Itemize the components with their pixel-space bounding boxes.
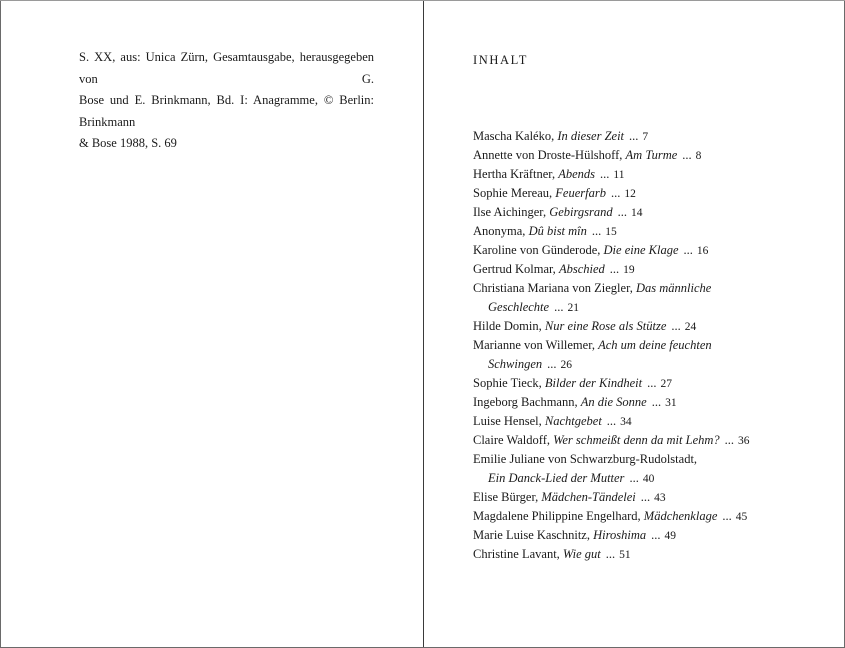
toc-entry-page-number: 40 (642, 473, 655, 485)
toc-heading: INHALT (473, 53, 528, 67)
toc-entry-page-number: 51 (619, 549, 631, 561)
toc-entry-page-number: 26 (560, 359, 573, 371)
toc-entry-title: Bilder der Kindheit (544, 376, 643, 390)
toc-entry[interactable] (473, 222, 833, 241)
toc-entry-page-number: 16 (696, 245, 709, 257)
toc-entry-dots: ... (722, 509, 732, 523)
toc-entry-page-number: 7 (642, 131, 649, 143)
toc-entry-author: Sophie Tieck, (473, 376, 542, 390)
toc-entry-page-number: 43 (654, 492, 666, 504)
toc-entry-author: Gertrud Kolmar, (473, 262, 556, 276)
source-note-line: & Bose 1988, S. 69 (79, 136, 177, 150)
toc-entry-author: Marie Luise Kaschnitz, (473, 528, 590, 542)
toc-entry-page-number: 15 (605, 226, 617, 238)
toc-entry-dots: ... (647, 376, 657, 390)
table-of-contents (473, 127, 833, 564)
toc-entry-title: Nachtgebet (544, 414, 602, 428)
toc-entry-dots: ... (671, 319, 681, 333)
toc-entry[interactable] (473, 431, 833, 450)
toc-entry-title: Am Turme (625, 148, 678, 162)
toc-entry-dots: ... (617, 205, 628, 219)
toc-entry-page-number: 8 (695, 150, 702, 162)
toc-entry-author: Karoline von Günderode, (473, 243, 601, 257)
toc-entry[interactable] (473, 488, 833, 507)
toc-entry[interactable] (473, 203, 833, 222)
toc-entry-dots: ... (609, 262, 620, 276)
toc-entry-continuation[interactable] (473, 298, 833, 317)
toc-entry-author: Christine Lavant, (473, 547, 560, 561)
toc-entry-dots: ... (605, 547, 616, 561)
toc-entry[interactable] (473, 260, 833, 279)
toc-entry-page-number: 21 (567, 302, 579, 314)
toc-entry[interactable] (473, 545, 833, 564)
toc-entry-author: Emilie Juliane von Schwarzburg-Rudolstadt, (473, 452, 698, 466)
toc-entry-page-number: 14 (631, 207, 643, 219)
page-edge-top (0, 0, 845, 1)
toc-entry[interactable] (473, 127, 833, 146)
toc-entry-dots: ... (682, 148, 692, 162)
toc-entry-author: Claire Waldoff, (473, 433, 550, 447)
toc-entry[interactable] (473, 412, 833, 431)
toc-entry-author: Hilde Domin, (473, 319, 542, 333)
toc-entry-title: Abends (558, 167, 596, 181)
right-page (424, 0, 845, 648)
toc-entry[interactable] (473, 317, 833, 336)
toc-entry-dots: ... (640, 490, 651, 504)
source-note (79, 47, 374, 155)
toc-entry-title: Mädchenklage (643, 509, 718, 523)
toc-entry-title: In dieser Zeit (557, 129, 625, 143)
toc-entry-author: Hertha Kräftner, (473, 167, 556, 181)
toc-entry[interactable] (473, 279, 833, 298)
toc-entry-author: Christiana Mariana von Ziegler, (473, 281, 633, 295)
toc-entry[interactable] (473, 336, 833, 355)
toc-entry-title: Hiroshima (593, 528, 647, 542)
toc-entry-dots: ... (591, 224, 602, 238)
toc-entry-dots: ... (724, 433, 735, 447)
toc-entry-title: Schwingen (488, 357, 543, 371)
toc-entry-dots: ... (651, 395, 662, 409)
toc-entry-title: Ein Danck-Lied der Mutter (488, 471, 625, 485)
toc-entry-dots: ... (600, 167, 610, 181)
toc-entry-author: Marianne von Willemer, (473, 338, 595, 352)
toc-entry-title: Ach um deine feuchten (598, 338, 712, 352)
toc-entry-author: Sophie Mereau, (473, 186, 553, 200)
source-note-line: S. XX, aus: Unica Zürn, Gesamtausgabe, herausgegeben von G. (79, 50, 374, 86)
toc-entry-title: Gebirgsrand (549, 205, 613, 219)
source-note-line: Bose und E. Brinkmann, Bd. I: Anagramme, © Berlin: Brinkmann (79, 93, 374, 129)
toc-entry-page-number: 31 (665, 397, 677, 409)
toc-entry-title: Nur eine Rose als Stütze (544, 319, 667, 333)
toc-entry-author: Ingeborg Bachmann, (473, 395, 578, 409)
toc-entry[interactable] (473, 165, 833, 184)
toc-entry-page-number: 12 (624, 188, 636, 200)
toc-entry-title: Geschlechte (488, 300, 550, 314)
toc-entry[interactable] (473, 393, 833, 412)
toc-entry-author: Elise Bürger, (473, 490, 539, 504)
toc-entry-dots: ... (651, 528, 661, 542)
toc-entry[interactable] (473, 374, 833, 393)
toc-entry[interactable] (473, 450, 833, 469)
toc-entry-author: Annette von Droste-Hülshoff, (473, 148, 623, 162)
toc-entry-dots: ... (629, 129, 639, 143)
toc-entry-page-number: 27 (660, 378, 672, 390)
toc-entry[interactable] (473, 526, 833, 545)
toc-entry-author: Anonyma, (473, 224, 526, 238)
toc-entry-title: Feuerfarb (555, 186, 606, 200)
toc-entry-title: Das männliche (636, 281, 712, 295)
toc-entry-title: An die Sonne (580, 395, 647, 409)
toc-entry-page-number: 24 (684, 321, 697, 333)
toc-entry-continuation[interactable] (473, 469, 833, 488)
toc-entry-page-number: 11 (613, 169, 625, 181)
toc-entry-author: Magdalene Philippine Engelhard, (473, 509, 641, 523)
toc-entry-title: Abschied (558, 262, 605, 276)
toc-entry-title: Dû bist mîn (528, 224, 587, 238)
page-edge-left (0, 0, 1, 648)
toc-entry-dots: ... (554, 300, 564, 314)
page-gutter (423, 0, 424, 648)
toc-entry-author: Mascha Kaléko, (473, 129, 555, 143)
toc-entry-page-number: 19 (623, 264, 635, 276)
toc-entry[interactable] (473, 241, 833, 260)
toc-entry-dots: ... (629, 471, 639, 485)
toc-entry-title: Mädchen-Tändelei (541, 490, 636, 504)
toc-entry-author: Luise Hensel, (473, 414, 542, 428)
toc-entry-page-number: 34 (620, 416, 632, 428)
toc-entry-page-number: 49 (664, 530, 676, 542)
toc-entry-title: Wie gut (562, 547, 601, 561)
toc-entry-title: Die eine Klage (603, 243, 679, 257)
toc-entry-dots: ... (606, 414, 617, 428)
toc-entry-continuation[interactable] (473, 355, 833, 374)
toc-entry-dots: ... (610, 186, 621, 200)
toc-entry-title: Wer schmeißt denn da mit Lehm? (553, 433, 720, 447)
toc-entry-dots: ... (547, 357, 557, 371)
toc-entry[interactable] (473, 146, 833, 165)
toc-entry-page-number: 36 (738, 435, 750, 447)
toc-entry-page-number: 45 (735, 511, 748, 523)
toc-entry[interactable] (473, 184, 833, 203)
toc-entry-dots: ... (683, 243, 693, 257)
toc-entry-author: Ilse Aichinger, (473, 205, 547, 219)
toc-entry[interactable] (473, 507, 833, 526)
